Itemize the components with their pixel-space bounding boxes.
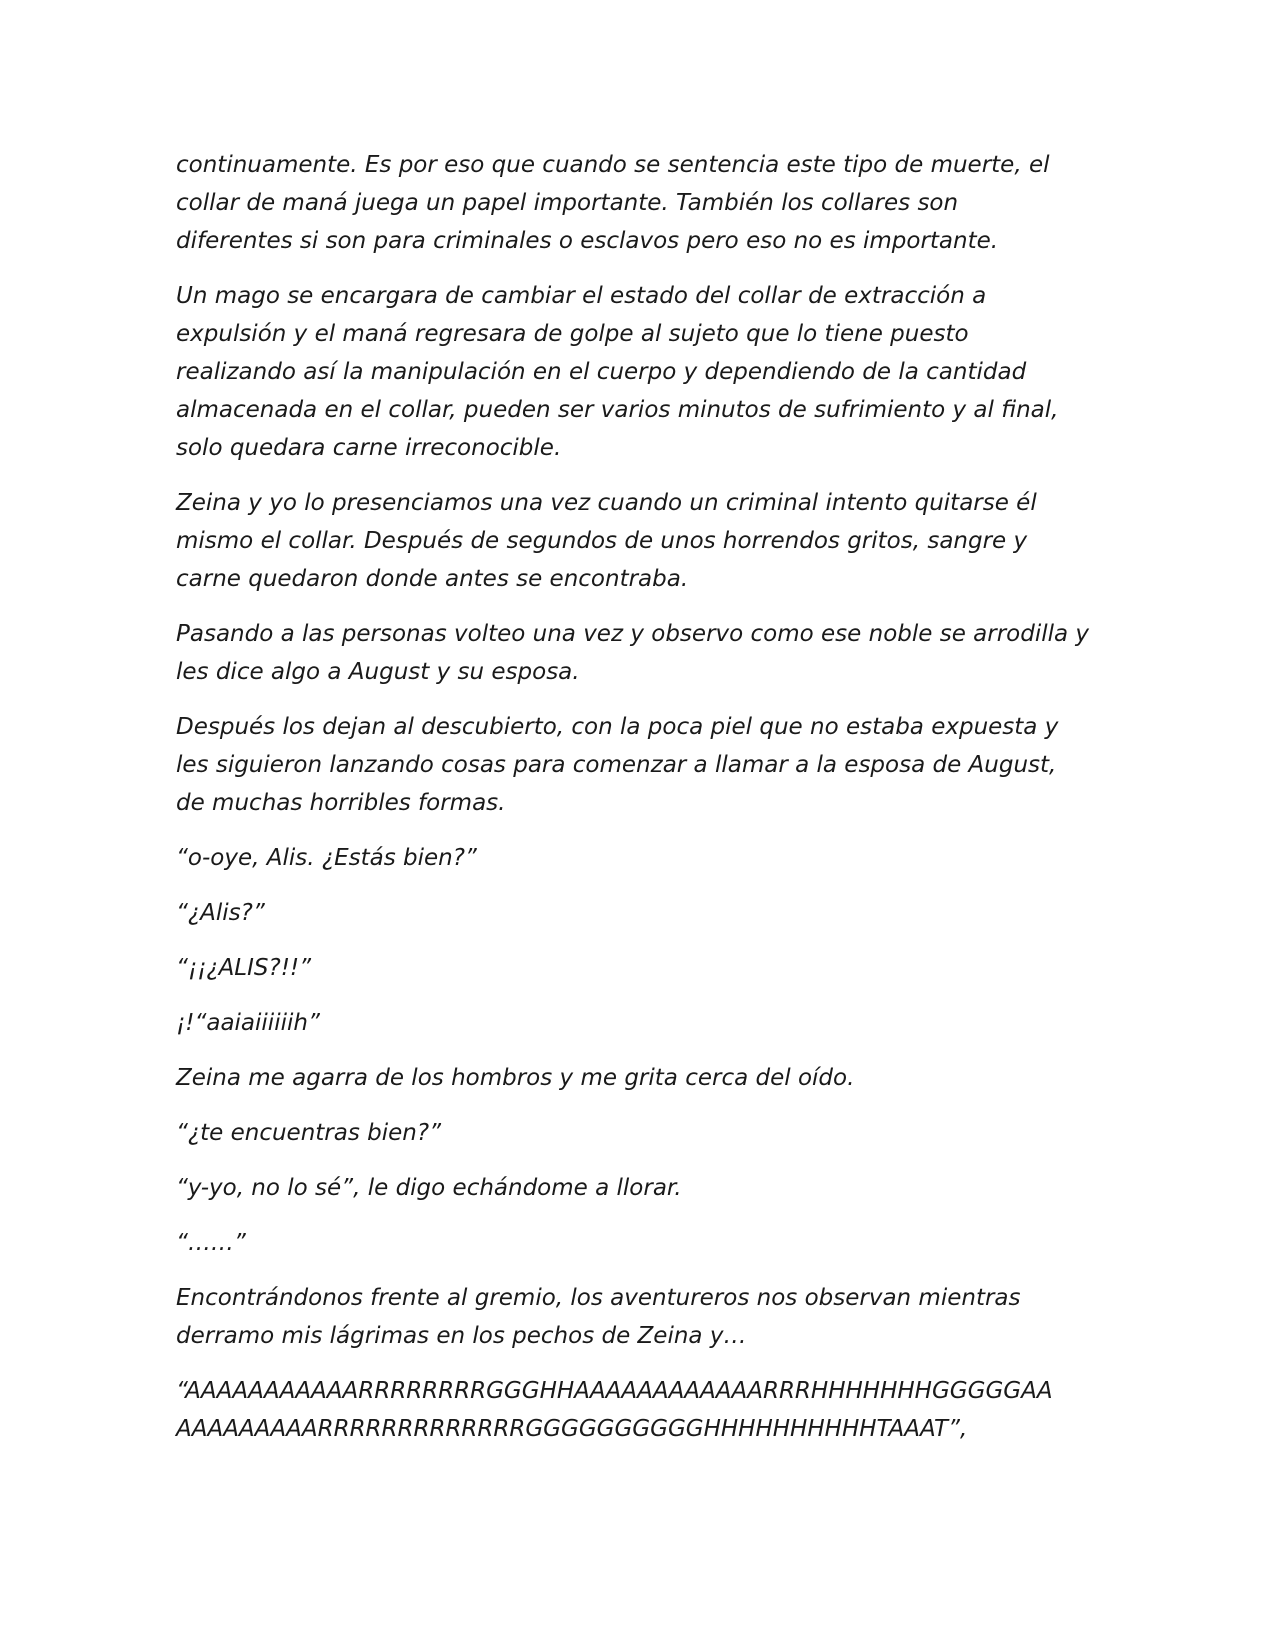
- body-text: [176, 146, 1116, 1465]
- text-line: ¡!“aaiaiiiiiih”: [176, 1010, 320, 1036]
- text-line: solo quedara carne irreconocible.: [176, 435, 562, 461]
- text-line: les dice algo a August y su esposa.: [176, 659, 580, 685]
- paragraph: [176, 615, 1116, 691]
- text-line: Zeina y yo lo presenciamos una vez cuando un criminal intento quitarse él: [176, 490, 1037, 516]
- paragraph: [176, 1372, 1116, 1448]
- text-line: Encontrándonos frente al gremio, los aventureros nos observan mientras: [176, 1285, 1021, 1311]
- text-line: de muchas horribles formas.: [176, 790, 506, 816]
- paragraph: [176, 894, 1116, 932]
- paragraph: [176, 1169, 1116, 1207]
- paragraph: [176, 708, 1116, 822]
- paragraph: [176, 484, 1116, 598]
- text-line: carne quedaron donde antes se encontraba.: [176, 566, 689, 592]
- paragraph: [176, 146, 1116, 260]
- text-line: almacenada en el collar, pueden ser varios minutos de sufrimiento y al final,: [176, 397, 1059, 423]
- paragraph: [176, 277, 1116, 467]
- text-line: collar de maná juega un papel importante. También los collares son: [176, 190, 959, 216]
- text-line: mismo el collar. Después de segundos de unos horrendos gritos, sangre y: [176, 528, 1028, 554]
- text-line: “……”: [176, 1230, 246, 1256]
- text-line: Después los dejan al descubierto, con la poca piel que no estaba expuesta y: [176, 714, 1059, 740]
- text-line: continuamente. Es por eso que cuando se sentencia este tipo de muerte, el: [176, 152, 1050, 178]
- paragraph: [176, 1059, 1116, 1097]
- text-line: realizando así la manipulación en el cuerpo y dependiendo de la cantidad: [176, 359, 1027, 385]
- paragraph: [176, 1114, 1116, 1152]
- text-line: Un mago se encargara de cambiar el estado del collar de extracción a: [176, 283, 987, 309]
- paragraph: [176, 949, 1116, 987]
- text-line: expulsión y el maná regresara de golpe al sujeto que lo tiene puesto: [176, 321, 969, 347]
- paragraph: [176, 1004, 1116, 1042]
- text-line: diferentes si son para criminales o esclavos pero eso no es importante.: [176, 228, 999, 254]
- text-line: Zeina me agarra de los hombros y me grita cerca del oído.: [176, 1065, 855, 1091]
- paragraph: [176, 839, 1116, 877]
- text-line: “¿te encuentras bien?”: [176, 1120, 441, 1146]
- text-line: Pasando a las personas volteo una vez y observo como ese noble se arrodilla y: [176, 621, 1090, 647]
- text-line: “¡¡¿ALIS?!!”: [176, 955, 312, 981]
- paragraph: [176, 1279, 1116, 1355]
- text-line: “¿Alis?”: [176, 900, 265, 926]
- text-line: AAAAAAAAARRRRRRRRRRRRRGGGGGGGGGGHHHHHHHHHHTAAAT”,: [176, 1416, 968, 1442]
- text-line: les siguieron lanzando cosas para comenzar a llamar a la esposa de August,: [176, 752, 1057, 778]
- paragraph: [176, 1224, 1116, 1262]
- text-line: derramo mis lágrimas en los pechos de Zeina y…: [176, 1323, 747, 1349]
- text-line: “y-yo, no lo sé”, le digo echándome a llorar.: [176, 1175, 682, 1201]
- text-line: “AAAAAAAAAAARRRRRRRRGGGHHAAAAAAAAAAAARRRHHHHHHHGGGGGAA: [176, 1378, 1053, 1404]
- text-line: “o-oye, Alis. ¿Estás bien?”: [176, 845, 477, 871]
